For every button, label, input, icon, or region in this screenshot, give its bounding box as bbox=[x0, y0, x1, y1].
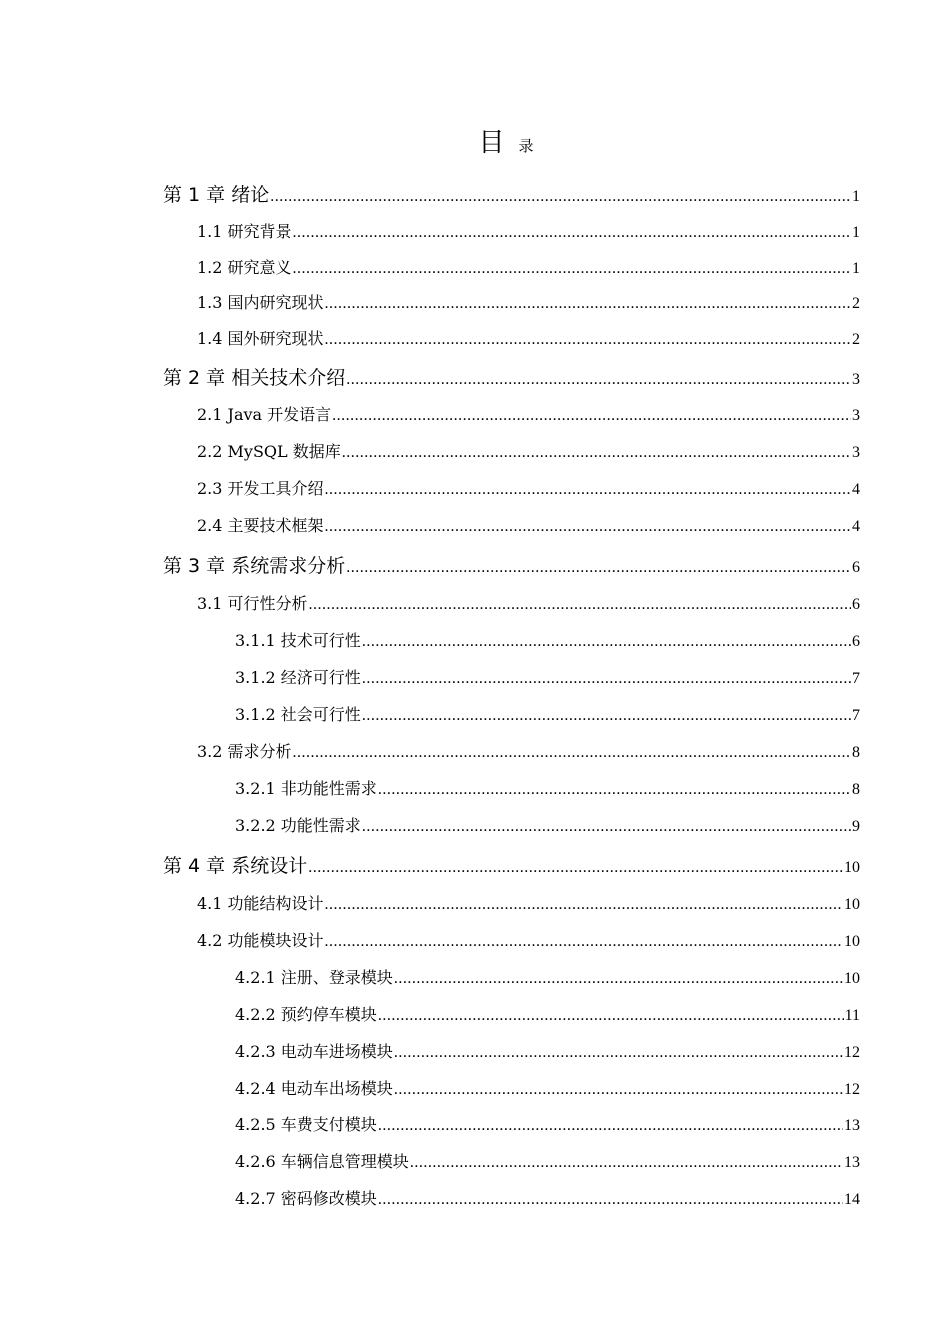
toc-entry-label: 3.1.2 经济可行性 bbox=[235, 668, 361, 687]
toc-entry[interactable] bbox=[197, 928, 860, 951]
toc-entry-label: 4.2.2 预约停车模块 bbox=[235, 1005, 377, 1024]
toc-entry-label: 3.1 可行性分析 bbox=[197, 594, 308, 613]
toc-page-number: 6 bbox=[852, 596, 860, 613]
toc-leader-dots bbox=[293, 260, 851, 278]
toc-entry-label: 4.2.6 车辆信息管理模块 bbox=[235, 1152, 409, 1171]
toc-entry-label: 3.1.2 社会可行性 bbox=[235, 705, 361, 724]
toc-leader-dots bbox=[309, 596, 851, 614]
toc-page-number: 6 bbox=[852, 559, 860, 576]
toc-entry[interactable] bbox=[235, 1002, 860, 1025]
toc-page-number: 10 bbox=[844, 933, 860, 950]
toc-leader-dots bbox=[394, 970, 843, 988]
toc-page-number: 12 bbox=[844, 1044, 860, 1061]
toc-entry-label: 1.2 研究意义 bbox=[197, 258, 292, 277]
toc-entry[interactable] bbox=[197, 891, 860, 914]
toc-page-number: 14 bbox=[844, 1191, 860, 1208]
toc-entry-label: 4.2 功能模块设计 bbox=[197, 931, 324, 950]
toc-page-number: 9 bbox=[852, 818, 860, 835]
toc-entry[interactable] bbox=[235, 665, 860, 688]
toc-leader-dots bbox=[378, 781, 851, 799]
toc-entry[interactable] bbox=[197, 255, 860, 278]
toc-page-number: 6 bbox=[852, 633, 860, 650]
toc-entry[interactable] bbox=[235, 1186, 860, 1209]
toc-entry-label: 4.1 功能结构设计 bbox=[197, 894, 324, 913]
toc-leader-dots bbox=[332, 407, 851, 425]
toc-title-sub: 录 bbox=[518, 137, 534, 155]
toc-entry[interactable] bbox=[235, 813, 860, 836]
toc-entry[interactable] bbox=[235, 628, 860, 651]
toc-entry[interactable] bbox=[197, 219, 860, 242]
toc-entry[interactable] bbox=[235, 1149, 860, 1172]
toc-entry[interactable] bbox=[197, 591, 860, 614]
toc-entry-label: 3.1.1 技术可行性 bbox=[235, 631, 361, 650]
toc-entry[interactable] bbox=[197, 513, 860, 536]
toc-leader-dots bbox=[378, 1007, 844, 1025]
toc-title-main: 目 bbox=[478, 128, 505, 158]
toc-title bbox=[0, 122, 950, 159]
toc-leader-dots bbox=[308, 859, 843, 877]
toc-entry[interactable] bbox=[197, 290, 860, 313]
toc-entry-label: 第 2 章 相关技术介绍 bbox=[163, 367, 346, 389]
toc-page-number: 4 bbox=[852, 518, 860, 535]
toc-entry-label: 4.2.7 密码修改模块 bbox=[235, 1189, 377, 1208]
toc-entry[interactable] bbox=[197, 739, 860, 762]
toc-entry-label: 3.2.1 非功能性需求 bbox=[235, 779, 377, 798]
toc-leader-dots bbox=[342, 444, 851, 462]
toc-page-number: 11 bbox=[844, 1007, 860, 1024]
toc-entry[interactable] bbox=[163, 180, 860, 207]
toc-leader-dots bbox=[293, 744, 851, 762]
toc-entry-label: 2.3 开发工具介绍 bbox=[197, 479, 324, 498]
toc-page-number: 2 bbox=[852, 331, 860, 348]
toc-page-number: 1 bbox=[852, 188, 860, 205]
toc-entry-label: 2.2 MySQL 数据库 bbox=[197, 442, 341, 461]
toc-entry-label: 4.2.3 电动车进场模块 bbox=[235, 1042, 393, 1061]
toc-leader-dots bbox=[362, 707, 851, 725]
toc-page-number: 10 bbox=[844, 970, 860, 987]
toc-leader-dots bbox=[325, 518, 851, 536]
toc-leader-dots bbox=[362, 818, 851, 836]
toc-page-number: 4 bbox=[852, 481, 860, 498]
toc-entry-label: 第 1 章 绪论 bbox=[163, 184, 270, 206]
toc-page-number: 3 bbox=[852, 371, 860, 388]
toc-leader-dots bbox=[362, 633, 851, 651]
toc-page-number: 1 bbox=[852, 224, 860, 241]
toc-leader-dots bbox=[362, 670, 851, 688]
toc-entry-label: 1.1 研究背景 bbox=[197, 222, 292, 241]
toc-entry-label: 2.1 Java 开发语言 bbox=[197, 405, 332, 424]
toc-entry[interactable] bbox=[163, 851, 860, 878]
toc-entry[interactable] bbox=[197, 402, 860, 425]
toc-entry-label: 1.4 国外研究现状 bbox=[197, 329, 324, 348]
toc-leader-dots bbox=[346, 559, 851, 577]
toc-leader-dots bbox=[410, 1154, 843, 1172]
toc-page-number: 12 bbox=[844, 1081, 860, 1098]
toc-entry[interactable] bbox=[197, 476, 860, 499]
toc-page-number: 10 bbox=[844, 896, 860, 913]
toc-page-number: 8 bbox=[852, 781, 860, 798]
toc-entry-label: 4.2.1 注册、登录模块 bbox=[235, 968, 393, 987]
toc-entry-label: 1.3 国内研究现状 bbox=[197, 293, 324, 312]
toc-leader-dots bbox=[394, 1081, 843, 1099]
toc-leader-dots bbox=[394, 1044, 843, 1062]
toc-page-number: 1 bbox=[852, 260, 860, 277]
toc-leader-dots bbox=[378, 1117, 843, 1135]
toc-page-number: 2 bbox=[852, 295, 860, 312]
toc-page-number: 3 bbox=[852, 407, 860, 424]
toc-entry[interactable] bbox=[235, 702, 860, 725]
toc-entry-label: 第 3 章 系统需求分析 bbox=[163, 555, 346, 577]
toc-leader-dots bbox=[325, 896, 843, 914]
toc-leader-dots bbox=[325, 933, 843, 951]
toc-entry[interactable] bbox=[163, 363, 860, 390]
toc-page-number: 7 bbox=[852, 670, 860, 687]
toc-entry[interactable] bbox=[163, 551, 860, 578]
toc-page-number: 13 bbox=[844, 1154, 860, 1171]
toc-entry-label: 3.2.2 功能性需求 bbox=[235, 816, 361, 835]
toc-leader-dots bbox=[378, 1191, 843, 1209]
toc-entry-label: 4.2.5 车费支付模块 bbox=[235, 1115, 377, 1134]
toc-leader-dots bbox=[325, 295, 851, 313]
toc-entry[interactable] bbox=[235, 965, 860, 988]
toc-page-number: 3 bbox=[852, 444, 860, 461]
toc-entry-label: 2.4 主要技术框架 bbox=[197, 516, 324, 535]
toc-entry-label: 第 4 章 系统设计 bbox=[163, 855, 308, 877]
toc-entry[interactable] bbox=[197, 439, 860, 462]
toc-leader-dots bbox=[270, 188, 851, 206]
toc-leader-dots bbox=[346, 371, 851, 389]
toc-page-number: 13 bbox=[844, 1117, 860, 1134]
toc-entry[interactable] bbox=[235, 1039, 860, 1062]
toc-page-number: 7 bbox=[852, 707, 860, 724]
toc-leader-dots bbox=[293, 224, 851, 242]
toc-page-number: 10 bbox=[844, 859, 860, 876]
toc-entry-label: 4.2.4 电动车出场模块 bbox=[235, 1079, 393, 1098]
toc-entry-label: 3.2 需求分析 bbox=[197, 742, 292, 761]
toc-leader-dots bbox=[325, 331, 851, 349]
toc-entry[interactable] bbox=[235, 1112, 860, 1135]
toc-leader-dots bbox=[325, 481, 851, 499]
toc-page-number: 8 bbox=[852, 744, 860, 761]
toc-entry[interactable] bbox=[235, 776, 860, 799]
toc-entry[interactable] bbox=[235, 1076, 860, 1099]
toc-entry[interactable] bbox=[197, 326, 860, 349]
